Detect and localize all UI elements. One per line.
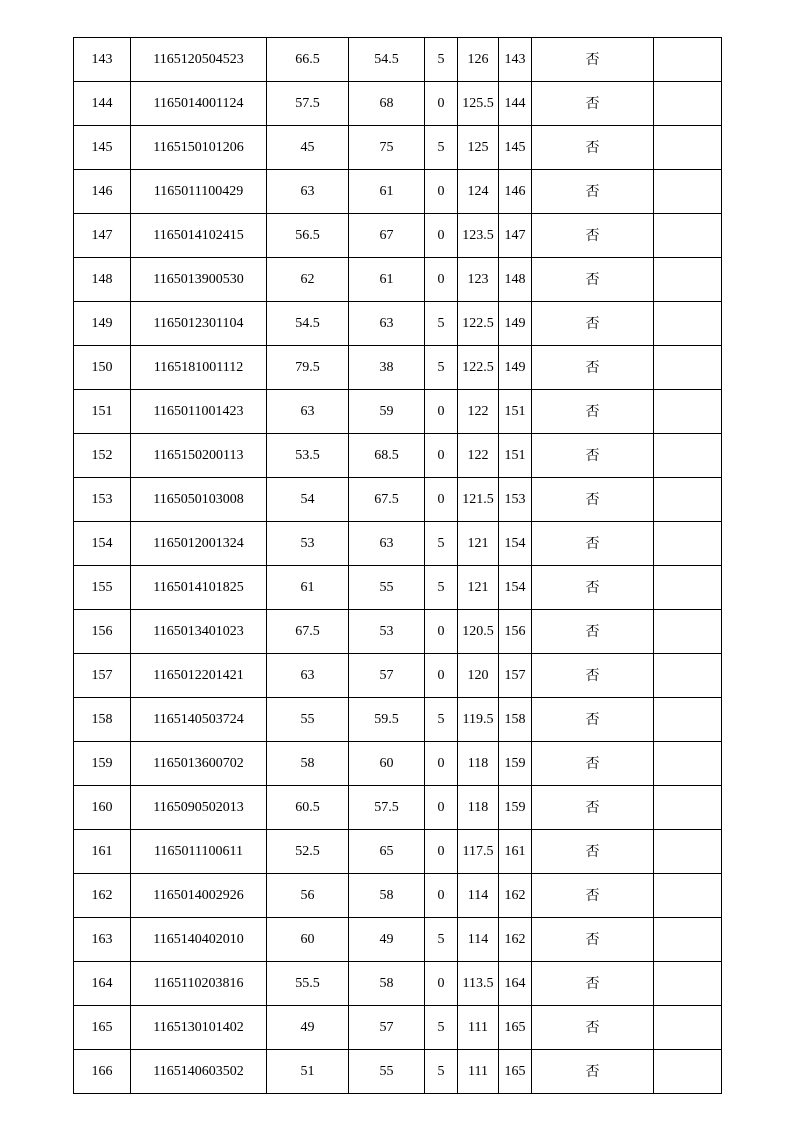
score-a-cell: 63 (267, 170, 349, 214)
table-row (74, 1006, 722, 1050)
rank-cell: 154 (499, 566, 532, 610)
score-a-cell: 56.5 (267, 214, 349, 258)
bonus-cell: 0 (425, 962, 458, 1006)
bonus-cell: 0 (425, 82, 458, 126)
rank-cell: 145 (499, 126, 532, 170)
rank-cell: 158 (499, 698, 532, 742)
score-a-cell: 62 (267, 258, 349, 302)
remark-cell (654, 38, 722, 82)
rank-number-cell: 157 (74, 654, 131, 698)
rank-number-cell: 166 (74, 1050, 131, 1094)
score-a-cell: 52.5 (267, 830, 349, 874)
selected-flag-cell: 否 (532, 346, 654, 390)
rank-cell: 165 (499, 1006, 532, 1050)
total-score-cell: 121 (458, 566, 499, 610)
score-a-cell: 60.5 (267, 786, 349, 830)
score-a-cell: 51 (267, 1050, 349, 1094)
selected-flag-cell: 否 (532, 566, 654, 610)
total-score-cell: 118 (458, 742, 499, 786)
total-score-cell: 121 (458, 522, 499, 566)
remark-cell (654, 830, 722, 874)
rank-number-cell: 162 (74, 874, 131, 918)
total-score-cell: 126 (458, 38, 499, 82)
score-a-cell: 54 (267, 478, 349, 522)
rank-number-cell: 152 (74, 434, 131, 478)
bonus-cell: 0 (425, 478, 458, 522)
remark-cell (654, 654, 722, 698)
score-b-cell: 58 (349, 874, 425, 918)
score-b-cell: 57 (349, 654, 425, 698)
table-row (74, 830, 722, 874)
rank-number-cell: 153 (74, 478, 131, 522)
score-b-cell: 55 (349, 1050, 425, 1094)
total-score-cell: 122.5 (458, 346, 499, 390)
score-b-cell: 54.5 (349, 38, 425, 82)
rank-cell: 159 (499, 786, 532, 830)
remark-cell (654, 434, 722, 478)
table-row (74, 82, 722, 126)
candidate-id-cell: 1165011100429 (131, 170, 267, 214)
selected-flag-cell: 否 (532, 742, 654, 786)
rank-cell: 151 (499, 390, 532, 434)
total-score-cell: 121.5 (458, 478, 499, 522)
remark-cell (654, 918, 722, 962)
score-b-cell: 49 (349, 918, 425, 962)
rank-cell: 151 (499, 434, 532, 478)
selected-flag-cell: 否 (532, 918, 654, 962)
remark-cell (654, 302, 722, 346)
score-b-cell: 58 (349, 962, 425, 1006)
rank-cell: 162 (499, 874, 532, 918)
remark-cell (654, 610, 722, 654)
total-score-cell: 125.5 (458, 82, 499, 126)
score-a-cell: 60 (267, 918, 349, 962)
bonus-cell: 5 (425, 918, 458, 962)
candidate-id-cell: 1165013600702 (131, 742, 267, 786)
rank-number-cell: 147 (74, 214, 131, 258)
score-b-cell: 61 (349, 258, 425, 302)
table-row (74, 698, 722, 742)
bonus-cell: 5 (425, 698, 458, 742)
bonus-cell: 0 (425, 654, 458, 698)
selected-flag-cell: 否 (532, 522, 654, 566)
table-row (74, 126, 722, 170)
score-a-cell: 66.5 (267, 38, 349, 82)
candidate-id-cell: 1165120504523 (131, 38, 267, 82)
selected-flag-cell: 否 (532, 38, 654, 82)
score-b-cell: 63 (349, 522, 425, 566)
table-row (74, 962, 722, 1006)
total-score-cell: 120 (458, 654, 499, 698)
score-a-cell: 56 (267, 874, 349, 918)
rank-number-cell: 144 (74, 82, 131, 126)
rank-number-cell: 156 (74, 610, 131, 654)
table-row (74, 170, 722, 214)
score-b-cell: 60 (349, 742, 425, 786)
selected-flag-cell: 否 (532, 390, 654, 434)
total-score-cell: 123.5 (458, 214, 499, 258)
rank-cell: 162 (499, 918, 532, 962)
rank-number-cell: 149 (74, 302, 131, 346)
table-row (74, 346, 722, 390)
bonus-cell: 5 (425, 566, 458, 610)
score-b-cell: 67.5 (349, 478, 425, 522)
total-score-cell: 123 (458, 258, 499, 302)
table-row (74, 214, 722, 258)
table-row (74, 610, 722, 654)
score-b-cell: 65 (349, 830, 425, 874)
bonus-cell: 0 (425, 742, 458, 786)
total-score-cell: 114 (458, 918, 499, 962)
score-b-cell: 68.5 (349, 434, 425, 478)
table-row (74, 390, 722, 434)
remark-cell (654, 214, 722, 258)
rank-cell: 161 (499, 830, 532, 874)
candidate-id-cell: 1165012201421 (131, 654, 267, 698)
table-row (74, 522, 722, 566)
selected-flag-cell: 否 (532, 1050, 654, 1094)
score-a-cell: 63 (267, 390, 349, 434)
score-a-cell: 54.5 (267, 302, 349, 346)
score-b-cell: 63 (349, 302, 425, 346)
candidate-id-cell: 1165050103008 (131, 478, 267, 522)
candidate-id-cell: 1165130101402 (131, 1006, 267, 1050)
total-score-cell: 114 (458, 874, 499, 918)
rank-number-cell: 150 (74, 346, 131, 390)
rank-number-cell: 164 (74, 962, 131, 1006)
table-row (74, 434, 722, 478)
rank-number-cell: 154 (74, 522, 131, 566)
score-b-cell: 57.5 (349, 786, 425, 830)
remark-cell (654, 1006, 722, 1050)
bonus-cell: 5 (425, 126, 458, 170)
bonus-cell: 0 (425, 170, 458, 214)
bonus-cell: 0 (425, 830, 458, 874)
candidate-id-cell: 1165150200113 (131, 434, 267, 478)
total-score-cell: 118 (458, 786, 499, 830)
bonus-cell: 0 (425, 434, 458, 478)
bonus-cell: 0 (425, 390, 458, 434)
total-score-cell: 117.5 (458, 830, 499, 874)
score-b-cell: 53 (349, 610, 425, 654)
candidate-id-cell: 1165140402010 (131, 918, 267, 962)
bonus-cell: 0 (425, 610, 458, 654)
candidate-id-cell: 1165140603502 (131, 1050, 267, 1094)
rank-number-cell: 151 (74, 390, 131, 434)
bonus-cell: 0 (425, 786, 458, 830)
score-table-body (74, 38, 722, 1094)
bonus-cell: 5 (425, 302, 458, 346)
total-score-cell: 122 (458, 390, 499, 434)
bonus-cell: 0 (425, 214, 458, 258)
rank-number-cell: 155 (74, 566, 131, 610)
score-a-cell: 79.5 (267, 346, 349, 390)
rank-number-cell: 165 (74, 1006, 131, 1050)
candidate-id-cell: 1165013401023 (131, 610, 267, 654)
candidate-id-cell: 1165090502013 (131, 786, 267, 830)
candidate-id-cell: 1165011100611 (131, 830, 267, 874)
rank-cell: 146 (499, 170, 532, 214)
rank-cell: 153 (499, 478, 532, 522)
rank-cell: 154 (499, 522, 532, 566)
selected-flag-cell: 否 (532, 654, 654, 698)
candidate-id-cell: 1165140503724 (131, 698, 267, 742)
score-b-cell: 61 (349, 170, 425, 214)
candidate-id-cell: 1165110203816 (131, 962, 267, 1006)
selected-flag-cell: 否 (532, 82, 654, 126)
remark-cell (654, 170, 722, 214)
score-a-cell: 53.5 (267, 434, 349, 478)
rank-number-cell: 163 (74, 918, 131, 962)
score-b-cell: 68 (349, 82, 425, 126)
candidate-id-cell: 1165012301104 (131, 302, 267, 346)
rank-number-cell: 161 (74, 830, 131, 874)
score-a-cell: 67.5 (267, 610, 349, 654)
table-row (74, 786, 722, 830)
score-a-cell: 49 (267, 1006, 349, 1050)
total-score-cell: 120.5 (458, 610, 499, 654)
table-row (74, 1050, 722, 1094)
score-b-cell: 59 (349, 390, 425, 434)
rank-cell: 147 (499, 214, 532, 258)
rank-number-cell: 148 (74, 258, 131, 302)
rank-cell: 148 (499, 258, 532, 302)
remark-cell (654, 962, 722, 1006)
table-row (74, 258, 722, 302)
candidate-id-cell: 1165011001423 (131, 390, 267, 434)
candidate-id-cell: 1165012001324 (131, 522, 267, 566)
score-a-cell: 55 (267, 698, 349, 742)
selected-flag-cell: 否 (532, 478, 654, 522)
remark-cell (654, 522, 722, 566)
score-b-cell: 57 (349, 1006, 425, 1050)
score-b-cell: 67 (349, 214, 425, 258)
score-b-cell: 75 (349, 126, 425, 170)
total-score-cell: 111 (458, 1050, 499, 1094)
total-score-cell: 122 (458, 434, 499, 478)
bonus-cell: 5 (425, 346, 458, 390)
rank-cell: 143 (499, 38, 532, 82)
candidate-id-cell: 1165014102415 (131, 214, 267, 258)
table-row (74, 742, 722, 786)
score-a-cell: 58 (267, 742, 349, 786)
remark-cell (654, 390, 722, 434)
candidate-id-cell: 1165014002926 (131, 874, 267, 918)
score-a-cell: 57.5 (267, 82, 349, 126)
selected-flag-cell: 否 (532, 214, 654, 258)
remark-cell (654, 346, 722, 390)
table-row (74, 654, 722, 698)
selected-flag-cell: 否 (532, 874, 654, 918)
remark-cell (654, 874, 722, 918)
remark-cell (654, 258, 722, 302)
rank-cell: 149 (499, 302, 532, 346)
total-score-cell: 122.5 (458, 302, 499, 346)
table-row (74, 874, 722, 918)
score-a-cell: 55.5 (267, 962, 349, 1006)
rank-number-cell: 146 (74, 170, 131, 214)
total-score-cell: 125 (458, 126, 499, 170)
score-a-cell: 53 (267, 522, 349, 566)
total-score-cell: 111 (458, 1006, 499, 1050)
candidate-id-cell: 1165014101825 (131, 566, 267, 610)
rank-cell: 156 (499, 610, 532, 654)
bonus-cell: 0 (425, 258, 458, 302)
score-b-cell: 38 (349, 346, 425, 390)
rank-cell: 149 (499, 346, 532, 390)
rank-cell: 164 (499, 962, 532, 1006)
rank-number-cell: 145 (74, 126, 131, 170)
remark-cell (654, 126, 722, 170)
candidate-id-cell: 1165013900530 (131, 258, 267, 302)
selected-flag-cell: 否 (532, 170, 654, 214)
selected-flag-cell: 否 (532, 1006, 654, 1050)
table-row (74, 918, 722, 962)
rank-cell: 159 (499, 742, 532, 786)
selected-flag-cell: 否 (532, 610, 654, 654)
remark-cell (654, 786, 722, 830)
remark-cell (654, 478, 722, 522)
remark-cell (654, 566, 722, 610)
bonus-cell: 0 (425, 874, 458, 918)
selected-flag-cell: 否 (532, 302, 654, 346)
score-table (73, 37, 722, 1094)
score-b-cell: 55 (349, 566, 425, 610)
bonus-cell: 5 (425, 38, 458, 82)
selected-flag-cell: 否 (532, 258, 654, 302)
total-score-cell: 113.5 (458, 962, 499, 1006)
table-row (74, 478, 722, 522)
table-row (74, 302, 722, 346)
selected-flag-cell: 否 (532, 698, 654, 742)
remark-cell (654, 82, 722, 126)
bonus-cell: 5 (425, 522, 458, 566)
rank-cell: 165 (499, 1050, 532, 1094)
rank-cell: 157 (499, 654, 532, 698)
remark-cell (654, 1050, 722, 1094)
total-score-cell: 124 (458, 170, 499, 214)
table-row (74, 566, 722, 610)
candidate-id-cell: 1165150101206 (131, 126, 267, 170)
score-a-cell: 63 (267, 654, 349, 698)
total-score-cell: 119.5 (458, 698, 499, 742)
rank-number-cell: 143 (74, 38, 131, 82)
remark-cell (654, 698, 722, 742)
remark-cell (654, 742, 722, 786)
score-a-cell: 45 (267, 126, 349, 170)
rank-number-cell: 160 (74, 786, 131, 830)
bonus-cell: 5 (425, 1050, 458, 1094)
rank-number-cell: 158 (74, 698, 131, 742)
score-a-cell: 61 (267, 566, 349, 610)
selected-flag-cell: 否 (532, 126, 654, 170)
candidate-id-cell: 1165181001112 (131, 346, 267, 390)
rank-cell: 144 (499, 82, 532, 126)
selected-flag-cell: 否 (532, 434, 654, 478)
selected-flag-cell: 否 (532, 962, 654, 1006)
rank-number-cell: 159 (74, 742, 131, 786)
candidate-id-cell: 1165014001124 (131, 82, 267, 126)
score-b-cell: 59.5 (349, 698, 425, 742)
table-row (74, 38, 722, 82)
selected-flag-cell: 否 (532, 786, 654, 830)
selected-flag-cell: 否 (532, 830, 654, 874)
bonus-cell: 5 (425, 1006, 458, 1050)
